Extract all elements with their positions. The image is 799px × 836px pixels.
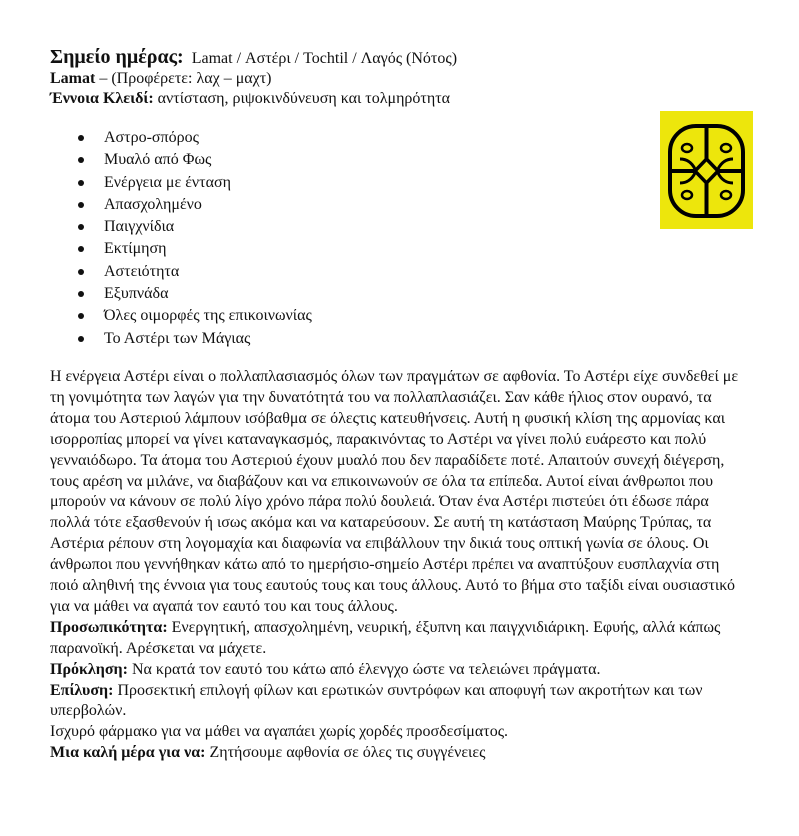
page-subtitle: Lamat / Αστέρι / Tochtil / Λαγός (Νότος) — [191, 50, 458, 67]
challenge-label: Πρόκληση: — [50, 660, 128, 678]
bullet-icon — [78, 180, 84, 186]
pronunciation-text: – (Προφέρετε: λαχ – μαχτ) — [95, 70, 272, 87]
day-sign-page — [50, 47, 750, 764]
list-item: Εξυπνάδα — [50, 283, 750, 305]
resolution-label: Επίλυση: — [50, 681, 114, 699]
glyph-svg — [660, 111, 753, 229]
key-concept-text: αντίσταση, ριψοκινδύνευση και τολμηρότητα — [153, 90, 451, 107]
resolution-paragraph — [50, 681, 750, 723]
list-item: Ενέργεια με ένταση — [50, 172, 750, 194]
resolution-text: Προσεκτική επιλογή φίλων και ερωτικών συντρόφων και αποφυγή των ακροτήτων και των υπερβολών. — [50, 681, 703, 720]
description-paragraph: Η ενέργεια Αστέρι είναι ο πολλαπλασιασμός όλων των πραγμάτων σε αφθονία. Το Αστέρι είχε συνδεθεί με τη γονιμότητα των λαγών για την δυνατότητά του να πολλαπλασιάζει. Σαν κάθε ήλιος στον ουρανό, τα άτομα του Αστεριού λάμπουν ισόβαθμα σε όλεςτις κατευθήνσεις. Αυτή η φυσική κλίση της αρμονίας και ισορροπίας μπορεί να γίνει καταναγκασμός, παρακινόντας το Αστέρι να γίνει πολύ ευάρεστο και πολύ γενναιόδωρο. Τα άτομα του Αστεριού έχουν μυαλό που δεν παραδίδετε ποτέ. Απαιτούν συνεχή διέγερση, τους αρέση να μιλάνε, να διαβάζουν και να επικοινωνούν σε όλα τα επίπεδα. Αυτοί είναι άνθρωποι που μπορούν να κάνουν σε πολύ λίγο χρόνο πάρα πολύ δουλειά. Όταν ένα Αστέρι πιστεύει ότι έδωσε πάρα πολλά τότε εξασθενούν ή ισως ακόμα και να καταρεύσουν. Σε αυτή τη κατάσταση Μαύρης Τρύπας, τα Αστέρια ρέπουν στη λογομαχία και διαφωνία να επιβάλλουν την δικιά τους οπτική γωνία σε όλους. Οι άνθρωποι που γεννήθηκαν κάτω από το ημερήσιο-σημείο Αστέρι πρέπει να αναπτύξουν ευσπλαχνία στη ποιό αληθινή της έννοια για τους εαυτούς τους και τους άλλους. Αυτό το βήμα στο ταξίδι είναι ουσιαστικό για να μάθει να αγαπά τον εαυτό του και τους άλλους. — [50, 367, 739, 615]
sign-name: Lamat — [50, 70, 96, 87]
bullet-icon — [78, 202, 84, 208]
list-item: Αστρο-σπόρος — [50, 127, 750, 149]
bullet-icon — [78, 246, 84, 252]
lamat-star-glyph-icon — [660, 111, 753, 229]
personality-text: Ενεργητική, απασχολημένη, νευρική, έξυπνη και παιγχνιδιάρικη. Εφυής, αλλά κάπως παρανοϊκή. Αρέσκεται να μάχετε. — [50, 618, 721, 657]
list-item: Το Αστέρι των Μάγιας — [50, 328, 750, 350]
challenge-text: Να κρατά τον εαυτό του κάτω από έλενγχο ώστε να τελειώνει πράγματα. — [127, 660, 601, 678]
remedy-paragraph: Ισχυρό φάρμακο για να μάθει να αγαπάει χωρίς χορδές προσδεσίματος. — [50, 723, 509, 741]
list-item: Παιγχνίδια — [50, 216, 750, 238]
list-item: Αστειότητα — [50, 261, 750, 283]
bullet-icon — [78, 157, 84, 163]
bullet-icon — [78, 269, 84, 275]
bullet-icon — [78, 313, 84, 319]
personality-paragraph — [50, 618, 750, 660]
list-item: Μυαλό από Φως — [50, 149, 750, 171]
bullet-icon — [78, 135, 84, 141]
list-item: Εκτίμηση — [50, 238, 750, 260]
good-day-label: Μια καλή μέρα για να: — [50, 744, 206, 762]
personality-label: Προσωπικότητα: — [50, 618, 168, 636]
body-text — [50, 367, 750, 764]
bullet-icon — [78, 291, 84, 297]
list-item: Απασχολημένο — [50, 194, 750, 216]
good-day-text: Ζητήσουμε αφθονία σε όλες τις συγγένειες — [205, 744, 486, 762]
page-title: Σημείο ημέρας: — [50, 46, 184, 68]
key-concept-line — [50, 89, 750, 109]
keyword-list — [50, 127, 750, 350]
pronunciation-line — [50, 69, 750, 89]
title-line — [50, 47, 750, 69]
list-item: Όλες οιμορφές της επικοινωνίας — [50, 305, 750, 327]
good-day-paragraph — [50, 743, 750, 764]
bullet-icon — [78, 336, 84, 342]
bullet-icon — [78, 224, 84, 230]
challenge-paragraph — [50, 660, 750, 681]
key-concept-label: Έννοια Κλειδί: — [50, 90, 154, 107]
